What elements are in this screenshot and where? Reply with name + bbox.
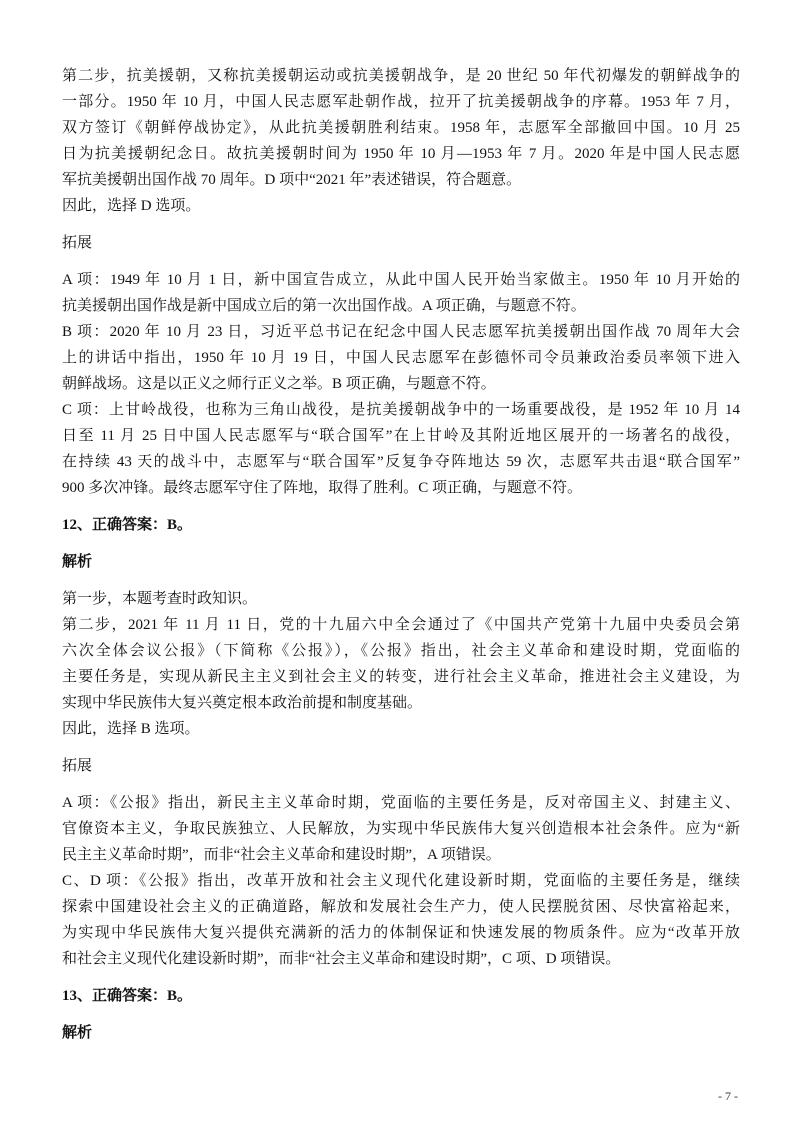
q12-step2-line: 六次全体会议公报》（下简称《公报》），《公报》指出，社会主义革命和建设时期，党面临的 (62, 643, 740, 659)
document-body (62, 63, 740, 1046)
q12-option-a-line: 民主主义革命时期”，而非“社会主义革命和建设时期”，A 项错误。 (62, 847, 501, 863)
q11-option-c-line: 日至 11 月 25 日中国人民志愿军与“联合国军”在上甘岭及其附近地区展开的一场著名的战役， (62, 428, 740, 444)
q12-option-a-line: 官僚资本主义，争取民族独立、人民解放，为实现中华民族伟大复兴创造根本社会条件。应为“新 (62, 821, 740, 837)
q11-extension-label: 拓展 (62, 235, 93, 251)
q12-step2-line: 实现中华民族伟大复兴奠定根本政治前提和制度基础。 (62, 695, 423, 711)
q11-option-a-line: 抗美援朝出国作战是新中国成立后的第一次出国作战。A 项正确，与题意不符。 (62, 298, 586, 314)
q11-step2-line: 双方签订《朝鲜停战协定》，从此抗美援朝胜利结束。1958 年，志愿军全部撤回中国。10 月 25 (62, 120, 740, 136)
q11-conclusion: 因此，选择 D 选项。 (62, 198, 201, 214)
q13-analysis-label: 解析 (62, 1025, 93, 1041)
q11-step2-line: 第二步，抗美援朝，又称抗美援朝运动或抗美援朝战争，是 20 世纪 50 年代初爆发的朝鲜战争的 (62, 68, 740, 84)
q11-step2-line: 一部分。1950 年 10 月，中国人民志愿军赴朝作战，拉开了抗美援朝战争的序幕。1953 年 7 月， (62, 94, 740, 110)
q12-option-cd-line: 为实现中华民族伟大复兴提供充满新的活力的体制保证和快速发展的物质条件。应为“改革开放 (62, 925, 740, 941)
q11-option-c-line: 在持续 43 天的战斗中，志愿军与“联合国军”反复争夺阵地达 59 次，志愿军共击退“联合国军” (62, 454, 740, 470)
q11-step2-line: 军抗美援朝出国作战 70 周年。D 项中“2021 年”表述错误，符合题意。 (62, 172, 522, 188)
q11-option-b-line: 上的讲话中指出，1950 年 10 月 19 日，中国人民志愿军在彭德怀司令员兼政治委员率领下进入 (62, 350, 740, 366)
q11-option-a-line: A 项：1949 年 10 月 1 日，新中国宣告成立，从此中国人民开始当家做主。1950 年 10 月开始的 (62, 272, 740, 288)
q12-analysis-label: 解析 (62, 554, 93, 570)
q12-option-cd-line: 探索中国建设社会主义的正确道路，解放和发展社会生产力，使人民摆脱贫困、尽快富裕起来， (62, 899, 740, 915)
q13-answer-heading: 13、正确答案：B。 (62, 988, 193, 1004)
q11-option-b-line: 朝鲜战场。这是以正义之师行正义之举。B 项正确，与题意不符。 (62, 376, 496, 392)
q12-step1: 第一步，本题考查时政知识。 (62, 591, 258, 607)
q12-option-cd-line: 和社会主义现代化建设新时期”，而非“社会主义革命和建设时期”，C 项、D 项错误。 (62, 951, 621, 967)
q12-answer-heading: 12、正确答案：B。 (62, 517, 193, 533)
q12-option-cd-line: C、D 项：《公报》指出，改革开放和社会主义现代化建设新时期，党面临的主要任务是，继续 (62, 873, 740, 889)
q12-conclusion: 因此，选择 B 选项。 (62, 721, 200, 737)
q11-option-c-line: 900 多次冲锋。最终志愿军守住了阵地，取得了胜利。C 项正确，与题意不符。 (62, 480, 583, 496)
q12-extension-label: 拓展 (62, 758, 93, 774)
q11-option-c-line: C 项：上甘岭战役，也称为三角山战役，是抗美援朝战争中的一场重要战役，是 1952 年 10 月 14 (62, 402, 740, 418)
q12-option-a-line: A 项：《公报》指出，新民主主义革命时期，党面临的主要任务是，反对帝国主义、封建主义、 (62, 795, 740, 811)
page-number: - 7 - (718, 1089, 738, 1103)
q12-step2-line: 第二步，2021 年 11 月 11 日，党的十九届六中全会通过了《中国共产党第十九届中央委员会第 (62, 617, 740, 633)
q11-step2-line: 日为抗美援朝纪念日。故抗美援朝时间为 1950 年 10 月—1953 年 7 月。2020 年是中国人民志愿 (62, 146, 740, 162)
q11-option-b-line: B 项：2020 年 10 月 23 日，习近平总书记在纪念中国人民志愿军抗美援朝出国作战 70 周年大会 (62, 324, 740, 340)
q12-step2-line: 主要任务是，实现从新民主主义到社会主义的转变，进行社会主义革命，推进社会主义建设，为 (62, 669, 740, 685)
